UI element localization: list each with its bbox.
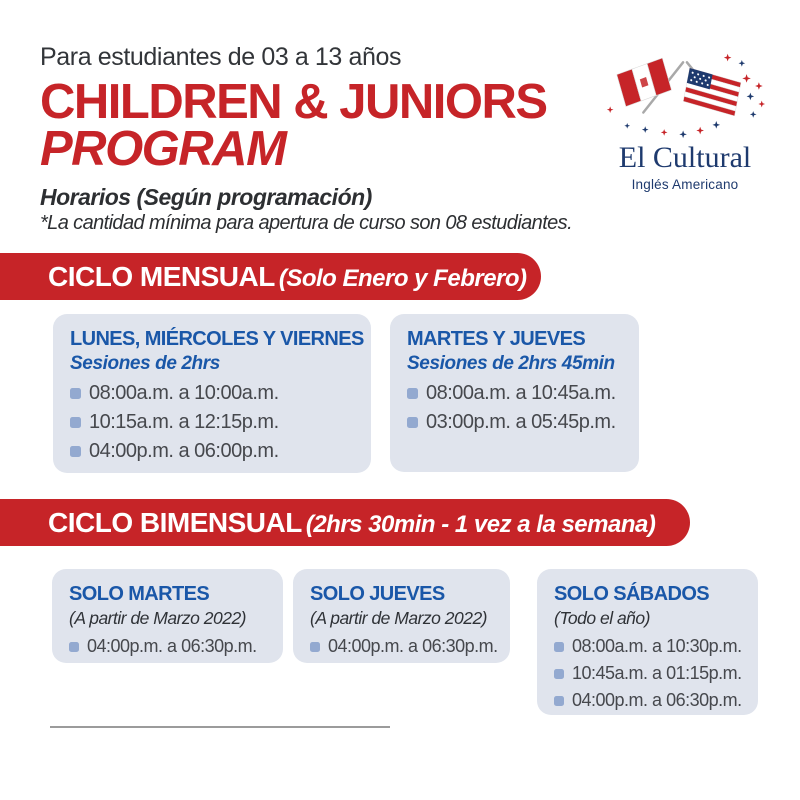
time-row [69,636,266,657]
logo-tagline: Inglés Americano [631,177,739,192]
bullet-square-icon [407,388,418,399]
card-subtitle: (Todo el año) [554,608,650,628]
time-row [554,690,741,711]
time-row [70,412,354,433]
schedule-card [293,569,510,663]
bullet-square-icon [554,696,564,706]
card-title: SOLO MARTES [69,583,210,605]
card-subtitle: Sesiones de 2hrs 45min [407,353,615,374]
time-text: 08:00a.m. a 10:45a.m. [426,382,616,404]
usa-flag-icon [683,68,741,116]
time-row [70,441,354,462]
el-cultural-logo [597,50,773,193]
time-text: 04:00p.m. a 06:30p.m. [328,636,498,656]
card-subtitle: (A partir de Marzo 2022) [310,608,488,628]
crossed-flags-icon [597,50,773,140]
program-title-line1: CHILDREN & JUNIORS [40,75,547,129]
card-times-list [407,383,622,433]
section-banner-ciclo-bimensual [0,499,690,546]
time-text: 08:00a.m. a 10:30p.m. [572,636,742,656]
time-row [70,383,354,404]
card-subtitle: (A partir de Marzo 2022) [69,608,247,628]
card-times-list [70,383,354,462]
bullet-square-icon [554,669,564,679]
logo-wordmark: El Cultural [618,141,752,174]
card-title: SOLO SÁBADOS [554,583,710,605]
card-times-list [69,636,266,657]
card-title: LUNES, MIÉRCOLES Y VIERNES [70,328,364,350]
cards-row-bimensual [52,569,758,715]
cards-row-mensual [53,314,639,473]
bullet-square-icon [310,642,320,652]
minimum-students-disclaimer: *La cantidad mínima para apertura de curso son 08 estudiantes. [40,212,573,234]
banner-title: CICLO BIMENSUAL [48,507,302,538]
schedule-card [537,569,758,715]
card-title: MARTES Y JUEVES [407,328,586,350]
banner-note: (2hrs 30min - 1 vez a la semana) [305,511,656,538]
time-row [407,383,622,404]
schedule-card [390,314,639,472]
time-text: 10:45a.m. a 01:15p.m. [572,663,742,683]
time-text: 04:00p.m. a 06:30p.m. [87,636,257,656]
header-block [40,42,600,235]
divider-line [50,726,390,728]
bullet-square-icon [554,642,564,652]
time-text: 10:15a.m. a 12:15p.m. [89,411,279,433]
time-row [310,636,498,657]
card-times-list [310,636,498,657]
bullet-square-icon [407,417,418,428]
schedule-card [53,314,371,473]
schedule-card [52,569,283,663]
bullet-square-icon [70,388,81,399]
time-text: 04:00p.m. a 06:00p.m. [89,440,279,462]
time-row [554,636,741,657]
program-title-line2: PROGRAM [40,122,286,176]
card-times-list [554,636,741,711]
card-title: SOLO JUEVES [310,583,445,605]
time-row [407,412,622,433]
time-text: 04:00p.m. a 06:30p.m. [572,690,742,710]
banner-title: CICLO MENSUAL [48,261,275,292]
bullet-square-icon [70,417,81,428]
time-row [554,663,741,684]
time-text: 03:00p.m. a 05:45p.m. [426,411,616,433]
schedule-heading: Horarios (Según programación) [40,184,372,210]
card-subtitle: Sesiones de 2hrs [70,353,220,374]
audience-line: Para estudiantes de 03 a 13 años [40,43,402,71]
section-banner-ciclo-mensual [0,253,541,300]
time-text: 08:00a.m. a 10:00a.m. [89,382,279,404]
banner-note: (Solo Enero y Febrero) [278,265,527,292]
bullet-square-icon [70,446,81,457]
peru-flag-icon [617,58,672,106]
bullet-square-icon [69,642,79,652]
